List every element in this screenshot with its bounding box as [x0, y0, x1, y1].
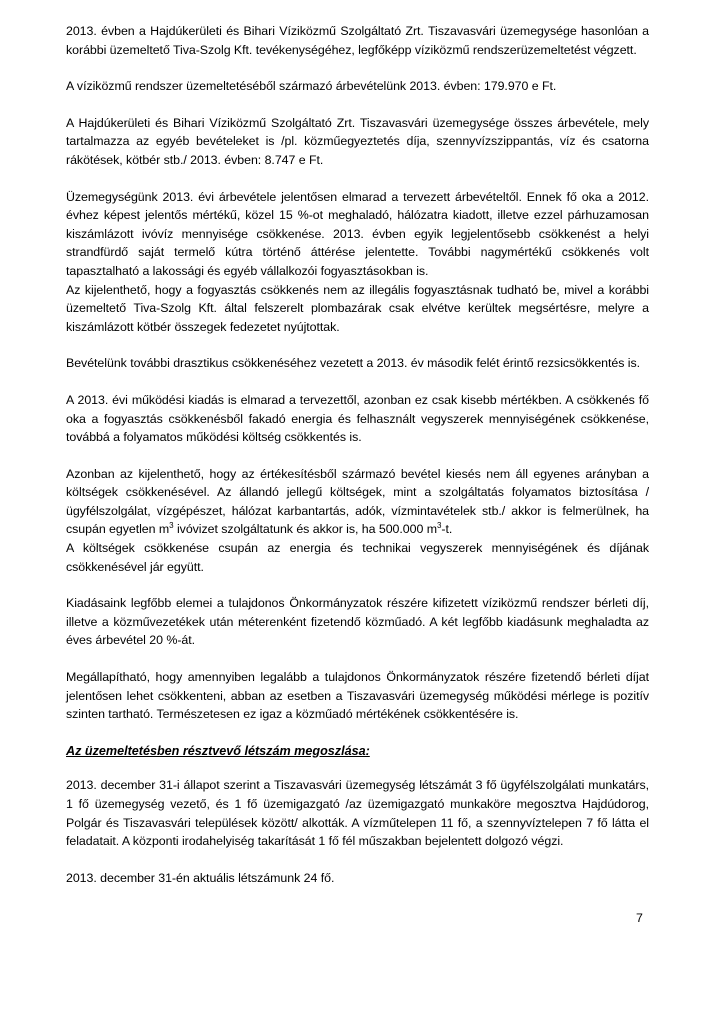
fixed-costs-text-middle: ivóvizet szolgáltatunk és akkor is, ha 500.000 m: [173, 522, 437, 537]
fixed-costs-text-start: Azonban az kijelenthető, hogy az értékesítésből származó bevétel kiesés nem áll egyenes arányban a költségek csökkenésével. Az állandó jellegű költségek, mint a szolgáltatás folyamatos biztosítása /ügyfélszolgálat, vízgépészet, hálózat karbantartás, adók, vízmintavételek stb./ akkor is felmerülnek, ha csupán egyetlen m: [66, 466, 649, 537]
superscript-cubic-2: 3: [436, 521, 442, 531]
paragraph-revenue-water-system: A víziközmű rendszer üzemeltetéséből származó árbevételünk 2013. évben: 179.970 e Ft.: [66, 79, 557, 94]
paragraph-utility-cost-reduction: Bevételünk további drasztikus csökkenéséhez vezetett a 2013. év második felét érintő rezsicsökkentés is.: [66, 356, 641, 371]
paragraph-total-other-revenue: A Hajdúkerületi és Bihari Víziközmű Szolgáltató Zrt. Tiszavasvári üzemegysége összes árbevétele, mely tartalmazza az egyéb bevételeket is /pl. közműegyeztetés díja, szennyvízszippantás, víz és csatorna rákötések, kötbér stb./ 2013. évben: 8.747 e Ft.: [66, 115, 649, 167]
paragraph-fixed-costs-text: [66, 465, 649, 539]
document-page: [66, 22, 649, 905]
paragraph-conclusion: Megállapítható, hogy amennyiben legalább a tulajdonos Önkormányzatok részére fizetendő bérleti díjat jelentősen lehet csökkenteni, abban az esetben a Tiszavasvári üzemegység működési mérlege is pozitív szinten tartható. Természetesen ez igaz a közműadó mértékének csökkentésére is.: [66, 670, 649, 722]
superscript-cubic-1: 3: [169, 521, 174, 531]
paragraph-operating-expenses: A 2013. évi működési kiadás is elmarad a tervezettől, azonban ez csak kisebb mértékben. A csökkenés fő oka a fogyasztás csökkenésből fakadó energia és felhasznált vegyszerek mennyiségének csökkenése, továbbá a folyamatos működési költség csökkentés is.: [66, 392, 649, 445]
paragraph-operations-2013: 2013. évben a Hajdúkerületi és Bihari Víziközmű Szolgáltató Zrt. Tiszavasvári üzemegysége hasonlóan a korábbi üzemeltető Tiva-Szolg Kft. tevékenységéhez, legfőképp víziközmű rendszerüzemeltetést végzett.: [66, 24, 649, 57]
section-heading-staff: Az üzemeltetésben résztvevő létszám megoszlása:: [66, 743, 370, 758]
paragraph-cost-reduction-energy: A költségek csökkenése csupán az energia és technikai vegyszerek mennyiségének és díjának csökkenésével jár együtt.: [66, 541, 649, 574]
paragraph-revenue-shortfall: [66, 188, 649, 337]
paragraph-fixed-costs: [66, 465, 649, 577]
paragraph-staff-total: 2013. december 31-én aktuális létszámunk 24 fő.: [66, 870, 335, 885]
paragraph-staff-distribution: 2013. december 31-i állapot szerint a Tiszavasvári üzemegység létszámát 3 fő ügyfélszolgálati munkatárs, 1 fő üzemegység vezető, és 1 fő üzemigazgató /az üzemigazgató munkaköre megosztva Hajdúdorog, Polgár és Tiszavasvári települések között/ alkották. A vízműtelepen 11 fő, a szennyvíztelepen 7 fő látta el feladatait. A központi irodahelyiség takarítását 1 fő fél műszakban bejelentett dolgozó végzi.: [66, 778, 649, 849]
paragraph-consumption-not-illegal: Az kijelenthető, hogy a fogyasztás csökkenés nem az illegális fogyasztásnak tudható be, mivel a korábbi üzemeltető Tiva-Szolg Kft. által felszerelt plombazárak csak elvétve kerültek megsértésre, melyre a kiszámlázott kötbér összegek fedezetet nyújtottak.: [66, 282, 649, 334]
page-number: 7: [636, 911, 643, 925]
paragraph-revenue-shortfall-reason: Üzemegységünk 2013. évi árbevétele jelentősen elmarad a tervezett árbevételtől. Ennek fő oka a 2012. évhez képest jelentős mértékű, közel 15 %-ot meghaladó, hálózatra kiadott, illetve ezzel párhuzamosan kiszámlázott ivóvíz mennyisége csökkenése. 2013. évben egyik legjelentősebb csökkenést a helyi strandfürdő saját termelő kútra történő áttérése jelentette. További nagymértékű csökkenés volt tapasztalható a lakossági és egyéb vállalkozói fogyasztásokban is.: [66, 189, 649, 278]
fixed-costs-text-end: -t.: [441, 522, 453, 537]
paragraph-main-expenses: Kiadásaink legfőbb elemei a tulajdonos Önkormányzatok részére kifizetett víziközmű rendszer bérleti díj, illetve a közművezetékek után méterenként fizetendő közműadó. A két legfőbb kiadásunk meghaladta az éves árbevétel 20 %-át.: [66, 596, 649, 648]
